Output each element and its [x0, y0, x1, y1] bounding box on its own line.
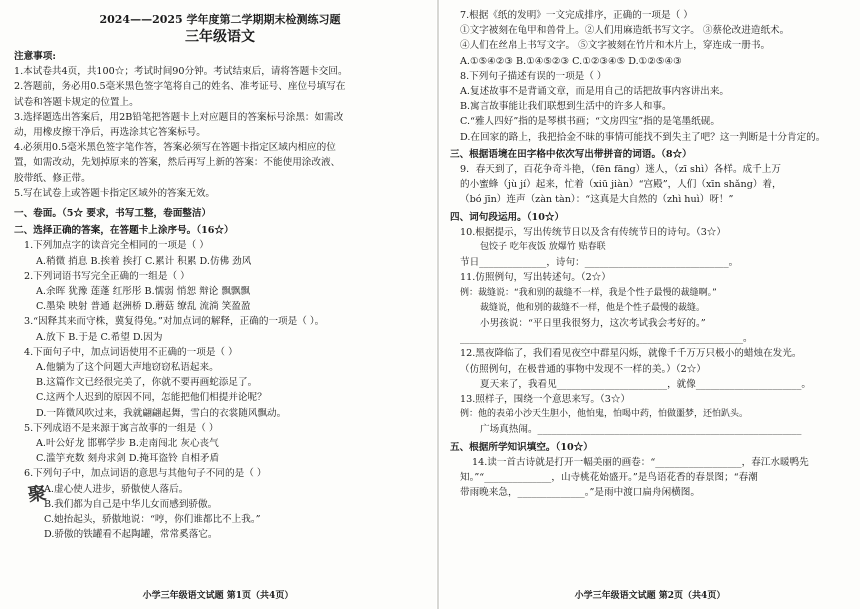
- question-5: 5.下列成语不是来源于寓言故事的一组是（ ）: [24, 422, 219, 434]
- question-8-option-a: A.复述故事不是背诵文章，而是用自己的话把故事内容讲出来。: [460, 86, 730, 98]
- page-footer-right: 小学三年级语文试题 第2页（共4页）: [574, 591, 726, 601]
- question-8: 8.下列句子描述有误的一项是（ ）: [460, 70, 607, 82]
- question-11: 11.仿照例句，写出转述句。（2☆）: [460, 272, 611, 284]
- page-right: [440, 0, 860, 609]
- note-line: 5.写在试卷上或答题卡指定区域外的答案无效。: [14, 187, 216, 199]
- question-4-option-d: D.一阵微风吹过来，我就翩翩起舞，雪白的衣裳随风飘动。: [36, 407, 287, 419]
- question-2-options-a: A.余晖 犹豫 莲蓬 红彤彤 B.懦弱 悄恕 辩论 飘飘飘: [36, 286, 251, 298]
- question-12: 12.黑夜降临了，我们看见夜空中群星闪烁，就像千千万万只极小的蜡烛在发光。: [460, 348, 802, 360]
- question-8-option-d: D.在回家的路上，我把拾金不昧的事情可能找不到失主了吧？这一判断是十分肯定的。: [460, 131, 826, 143]
- question-7-items-b: ④人们在丝帛上书写文字。 ⑤文字被刻在竹片和木片上，穿连成一册书。: [460, 40, 771, 52]
- note-line: 2.答题前，务必用0.5毫米黑色签字笔将自己的姓名、准考证号、座位号填写在: [14, 81, 346, 93]
- question-4: 4.下面句子中，加点词语使用不正确的一项是（ ）: [24, 346, 238, 358]
- exam-title: 2024——2025 学年度第二学期期末检测练习题: [99, 13, 341, 26]
- question-1: 1.下列加点字的读音完全相同的一项是（ ）: [24, 240, 209, 252]
- section-2-heading: 二、选择正确的答案，在答题卡上涂序号。（16☆）: [14, 225, 234, 237]
- page-divider: [437, 0, 439, 609]
- note-line: 动，用橡皮擦干净后，再选涂其它答案标号。: [14, 127, 206, 139]
- question-10-fill: 节日______________，诗句：______________________________。: [460, 257, 739, 269]
- question-5-options-b: C.滥竽充数 刻舟求剑 D.掩耳盗铃 自相矛盾: [36, 453, 220, 465]
- question-2-options-b: C.墨染 映射 普通 赵洲桥 D.蘑菇 缭乱 流淌 笑盈盈: [36, 301, 251, 313]
- question-3: 3.“因释其来而守株，冀复得兔。”对加点词的解释，正确的一项是（ ）。: [24, 316, 325, 328]
- question-4-option-b: B.这篇作文已经很完美了，你就不要再画蛇添足了。: [36, 377, 258, 389]
- question-6-option-c: C.她抬起头，骄傲地说：“哼，你们谁都比不上我。”: [44, 514, 261, 526]
- page-footer-left: 小学三年级语文试题 第1页（共4页）: [142, 591, 294, 601]
- question-6-option-d: D.骄傲的铁罐看不起陶罐，常常奚落它。: [44, 529, 218, 541]
- question-13: 13.照样子，围绕一个意思来写。（3☆）: [460, 394, 631, 406]
- note-line: 4.必须用0.5毫米黑色签字笔作答，答案必须写在答题卡指定区域内相应的位: [14, 142, 336, 154]
- note-line: 3.选择题选出答案后，用2B铅笔把答题卡上对应题目的答案标号涂黑：如需改: [14, 111, 344, 123]
- question-14-line-1: 14.读一首古诗就是打开一幅美丽的画卷：“__________________，春江水暖鸭先: [472, 456, 809, 468]
- question-12-note: （仿照例句，在极普通的事物中发现不一样的美。）（2☆）: [460, 363, 706, 375]
- section-5-heading: 五、根据所学知识填空。（10☆）: [450, 441, 593, 453]
- question-10: 10.根据提示，写出传统节日以及含有传统节日的诗句。（3☆）: [460, 226, 726, 238]
- note-line: 胶带纸、修正带。: [14, 172, 91, 184]
- question-6: 6.下列句子中，加点词语的意思与其他句子不同的是（ ）: [24, 468, 267, 480]
- question-11-answer-line: ___________________________________________________________。: [460, 333, 753, 345]
- question-9-line-2: 的小蜜蜂（jù jí）起来，忙着（xiū jiàn）“宫殿”，人们（xīn shǎng）着，: [460, 179, 782, 191]
- question-13-example: 例：他的表弟小沙天生胆小，他怕鬼，怕喝中药，怕做噩梦，还怕趴头。: [460, 409, 749, 420]
- question-14-line-2: 知。”“______________，山寺桃花始盛开。”是鸟语花香的春景图；“春潮: [460, 472, 758, 484]
- question-8-option-c: C.“雅人四好”指的是琴棋书画；“文房四宝”指的是笔墨纸砚。: [460, 116, 720, 128]
- question-2: 2.下列词语书写完全正确的一组是（ ）: [24, 270, 190, 282]
- note-line: 置，如需改动，先划掉原来的答案，然后再写上新的答案：不能使用涂改液、: [14, 157, 341, 169]
- question-11-example-1: 例：裁缝说：“我和别的裁缝不一样，我是个性子最慢的裁缝啊。”: [460, 287, 717, 298]
- question-4-option-a: A.他躺为了这个问题大声地窃窃私语起来。: [36, 362, 219, 374]
- question-9-line-1: 9．春天到了，百花争奇斗艳，（fēn fāng）迷人，（zī shì）各样。成千上万: [460, 164, 781, 176]
- question-11-example-2: 裁缝说，他和别的裁缝不一样，他是个性子最慢的裁缝。: [480, 302, 706, 313]
- question-11-prompt: 小男孩说：“平日里我很努力，这次考试我会考好的。”: [480, 318, 706, 330]
- section-3-heading: 三、根据语境在田字格中依次写出带拼音的词语。（8☆）: [450, 148, 692, 160]
- notes-heading: 注意事项:: [14, 51, 56, 62]
- question-7-items-a: ①文字被刻在龟甲和兽骨上。②人们用麻造纸书写文字。 ③蔡伦改进造纸术。: [460, 25, 790, 37]
- question-3-options: A.放下 B.于是 C.希望 D.因为: [36, 331, 163, 343]
- question-4-option-c: C.这两个人迟到的原因不同，怎能把他们相提并论呢？: [36, 392, 267, 404]
- section-4-heading: 四、词句段运用。（10☆）: [450, 211, 565, 223]
- question-10-hints: 包饺子 吃年夜饭 放爆竹 贴春联: [480, 242, 606, 253]
- question-8-option-b: B.寓言故事能让我们联想到生活中的许多人和事。: [460, 101, 672, 113]
- question-12-fill: 夏天来了，我看见_______________________，就像______________________。: [480, 378, 811, 390]
- section-1-heading: 一、卷面。（5☆ 要求，书写工整，卷面整洁）: [14, 208, 212, 220]
- question-1-options: A.稍微 捎息 B.挨着 挨打 C.累计 积累 D.仿佛 劲风: [36, 255, 252, 267]
- question-9-line-3: （bó jīn）连声（zàn tàn）：“这真是大自然的（zhì huì）呀！”: [460, 194, 734, 206]
- question-14-line-3: 带雨晚来急，______________。”是雨中渡口扁舟闲横图。: [460, 487, 700, 499]
- exam-subtitle: 三年级语文: [185, 29, 255, 45]
- question-7: 7.根据《纸的发明》一文完成排序，正确的一项是（ ）: [460, 10, 693, 21]
- question-13-fill: 广场真热闹。_______________________________________________________: [480, 424, 802, 436]
- note-line: 1.本试卷共4页，共100☆；考试时间90分钟。考试结束后，请将答题卡交回。: [14, 66, 348, 78]
- question-7-options: A.①⑤④②③ B.①④⑤②③ C.①②③④⑤ D.①②⑤④③: [460, 55, 682, 67]
- question-6-option-b: B.我们都为自己是中华儿女而感到骄傲。: [44, 498, 218, 510]
- note-line: 试卷和答题卡规定的位置上。: [14, 96, 139, 108]
- question-5-options-a: A.叶公好龙 邯郸学步 B.走南闯北 灰心丧气: [36, 438, 219, 450]
- question-6-option-a: A.虚心使人进步，骄傲使人落后。: [44, 483, 189, 495]
- handwritten-mark: 聚: [26, 482, 48, 507]
